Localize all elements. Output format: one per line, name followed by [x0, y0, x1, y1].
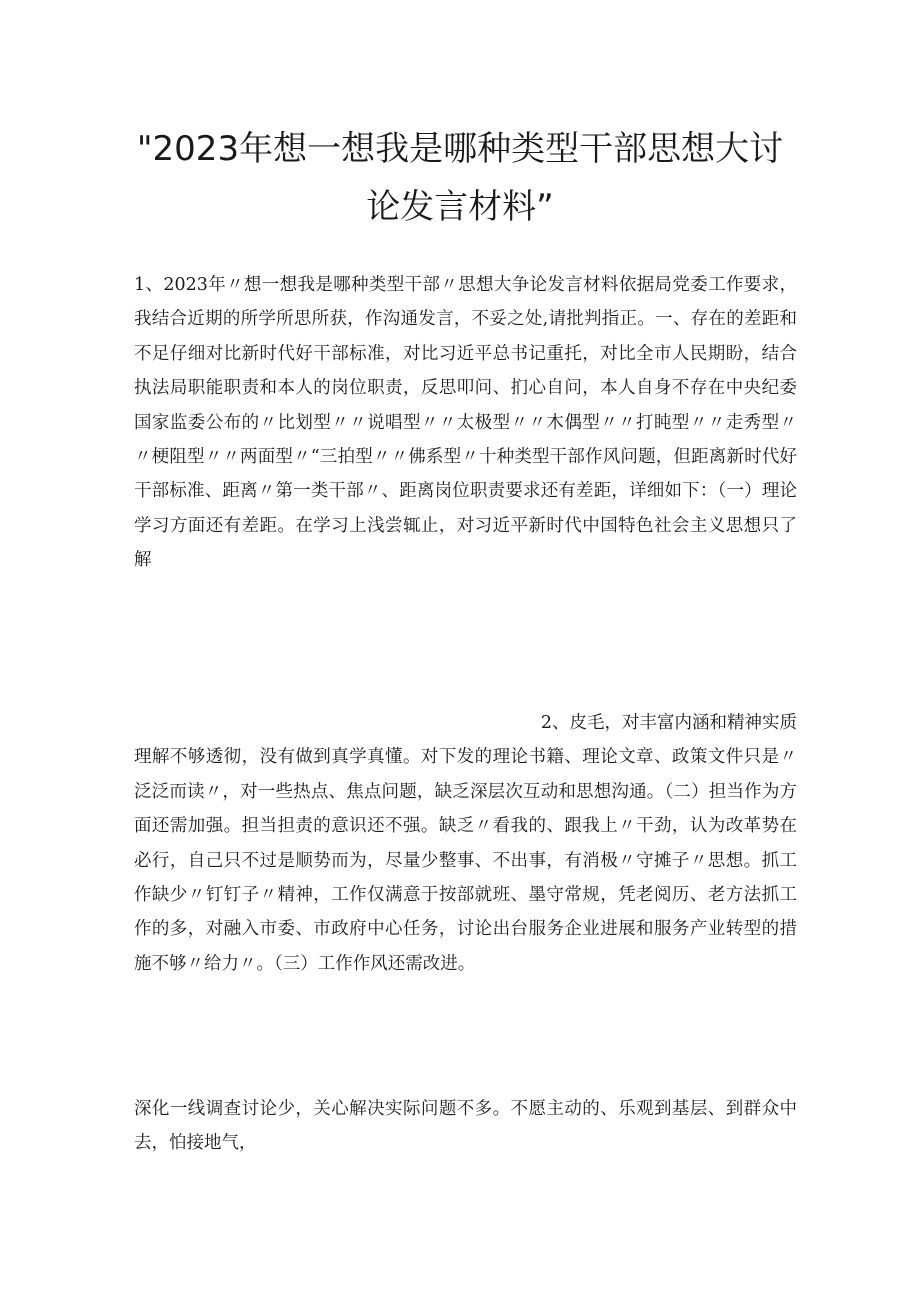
- paragraph-3: 深化一线调查讨论少，关心解决实际问题不多。不愿主动的、乐观到基层、到群众中去，怕接地气，: [134, 1099, 797, 1154]
- paragraph-2: [134, 706, 797, 981]
- paragraph-1: 1、2023年〃想一想我是哪种类型干部〃思想大争论发言材料依据局党委工作要求，我结合近期的所学所思所获，作沟通发言，不妥之处,请批判指正。一、存在的差距和不足仔细对比新时代好干部标准，对比习近平总书记重托，对比全市人民期盼，结合执法局职能职责和本人的岗位职责，反思叩问、扪心自问，本人自身不存在中央纪委国家监委公布的〃比划型〃〃说唱型〃〃太极型〃〃木偶型〃〃打盹型〃〃走秀型〃〃梗阻型〃〃两面型〃“三拍型〃〃佛系型〃十种类型干部作风问题，但距离新时代好干部标准、距离〃第一类干部〃、距离岗位职责要求还有差距，详细如下：（一）理论学习方面还有差距。在学习上浅尝辄止，对习近平新时代中国特色社会主义思想只了解: [134, 275, 797, 571]
- paragraph-2-body: 理解不够透彻，没有做到真学真懂。对下发的理论书籍、理论文章、政策文件只是〃泛泛而读〃，对一些热点、焦点问题，缺乏深层次互动和思想沟通。（二）担当作为方面还需加强。担当担责的意识还不强。缺乏〃看我的、跟我上〃干劲，认为改革势在必行，自己只不过是顺势而为，尽量少整事、不出事，有消极〃守摊子〃思想。抓工作缺少〃钉钉子〃精神，工作仅满意于按部就班、墨守常规，凭老阅历、老方法抓工作的多，对融入市委、市政府中心任务，讨论出台服务企业进展和服务产业转型的措施不够〃给力〃。（三）工作作风还需改进。: [134, 747, 797, 974]
- document-title: "2023年想一想我是哪种类型干部思想大讨论发言材料”: [136, 129, 784, 227]
- paragraph-2-lead: 2、皮毛，对丰富内涵和精神实质: [540, 713, 797, 733]
